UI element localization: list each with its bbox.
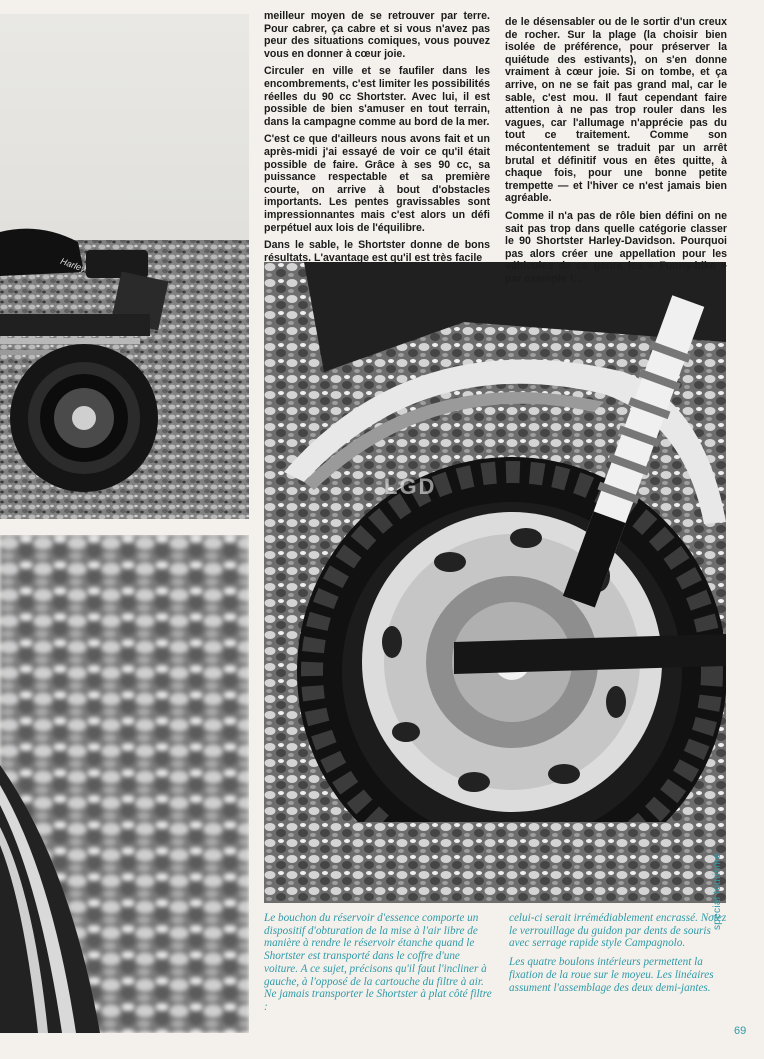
paragraph: Dans le sable, le Shortster donne de bons résultats. L'avantage est qu'il est très facile [264,239,490,264]
paragraph: Comme il n'a pas de rôle bien défini on ne sait pas trop dans quelle catégorie classer le 90 Shortster Harley-Davidson. Pourquoi pas alors créer une appellation pour les véhicules de ce genre les « Funny-bike » par exemple !... [505,209,727,285]
paragraph: de le désensabler ou de le sortir d'un creux de rocher. Sur la plage (la choisir bien isolée de préférence, pour préserver la quiétude des estivants), on s'en donne vraiment à cœur joie. Si on tombe, et ça arrive, on ne se fait pas grand mal, car le sable, c'est mou. Il faut cependant faire attention à ne pas trop rouler dans les vagues, car l'allumage n'apprécie pas du tout ce traitement. Comme son mécontentement se traduit par un arrêt brutal et définitif vous en êtes quitte, à chaque fois, pour une bonne petite trempette — et l'hiver ce n'est jamais bien agréable. [505,16,727,205]
caption-left [264,912,494,1020]
paragraph: C'est ce que d'ailleurs nous avons fait et un après-midi j'ai essayé de voir ce qu'il était possible de faire. Grâce à ses 90 cc, sa puissance respectable et sa première courte, on arrive à bout d'obstacles importants. Les pentes gravissables sont impressionnantes mais c'est alors un défi perpétuel aux lois de l'équilibre. [264,133,490,234]
paragraph: meilleur moyen de se retrouver par terre. Pour cabrer, ça cabre et si vous n'avez pas peur des situations comiques, vous pouvez vous en donner à cœur joie. [264,10,490,60]
caption-text: Les quatre boulons intérieurs permettent la fixation de la roue sur le moyeu. Les linéaires assument l'assemblage des deux demi-jantes. [509,956,714,994]
paragraph: Circuler en ville et se faufiler dans les encombrements, c'est limiter les possibilités réelles du 90 cc Shortster. Avec lui, il est possible de bien s'amuser en tout terrain, dans la campagne comme au bord de la mer. [264,65,490,128]
article-column-2 [505,16,727,290]
caption-text: Le bouchon du réservoir d'essence comporte un dispositif d'obturation de la mise à l'air libre de manière à rendre le réservoir étanche quand le Shortster est transporté dans le coffre d'une voiture. A ce sujet, précisons qu'il faut l'incliner à gauche, à l'opposé de la cartouche du filtre à air. Ne jamais transporter le Shortster à plat côté filtre : [264,912,492,1013]
photo-bike-side [0,14,249,519]
bike-brand-label: Harley [59,255,87,275]
article-column-1 [264,10,490,269]
photo-rear-wheel [264,262,726,903]
section-label: spécial tourisme [712,852,723,930]
caption-right [509,912,727,1000]
caption-text: celui-ci serait irrémédiablement encrassé. Notez le verrouillage du guidon par dents de souris avec serrage rapide style Campagnolo. [509,912,727,950]
watermark: LGD [384,474,437,499]
photo-pebbles-closeup [0,535,249,1033]
page-number: 69 [734,1025,747,1037]
